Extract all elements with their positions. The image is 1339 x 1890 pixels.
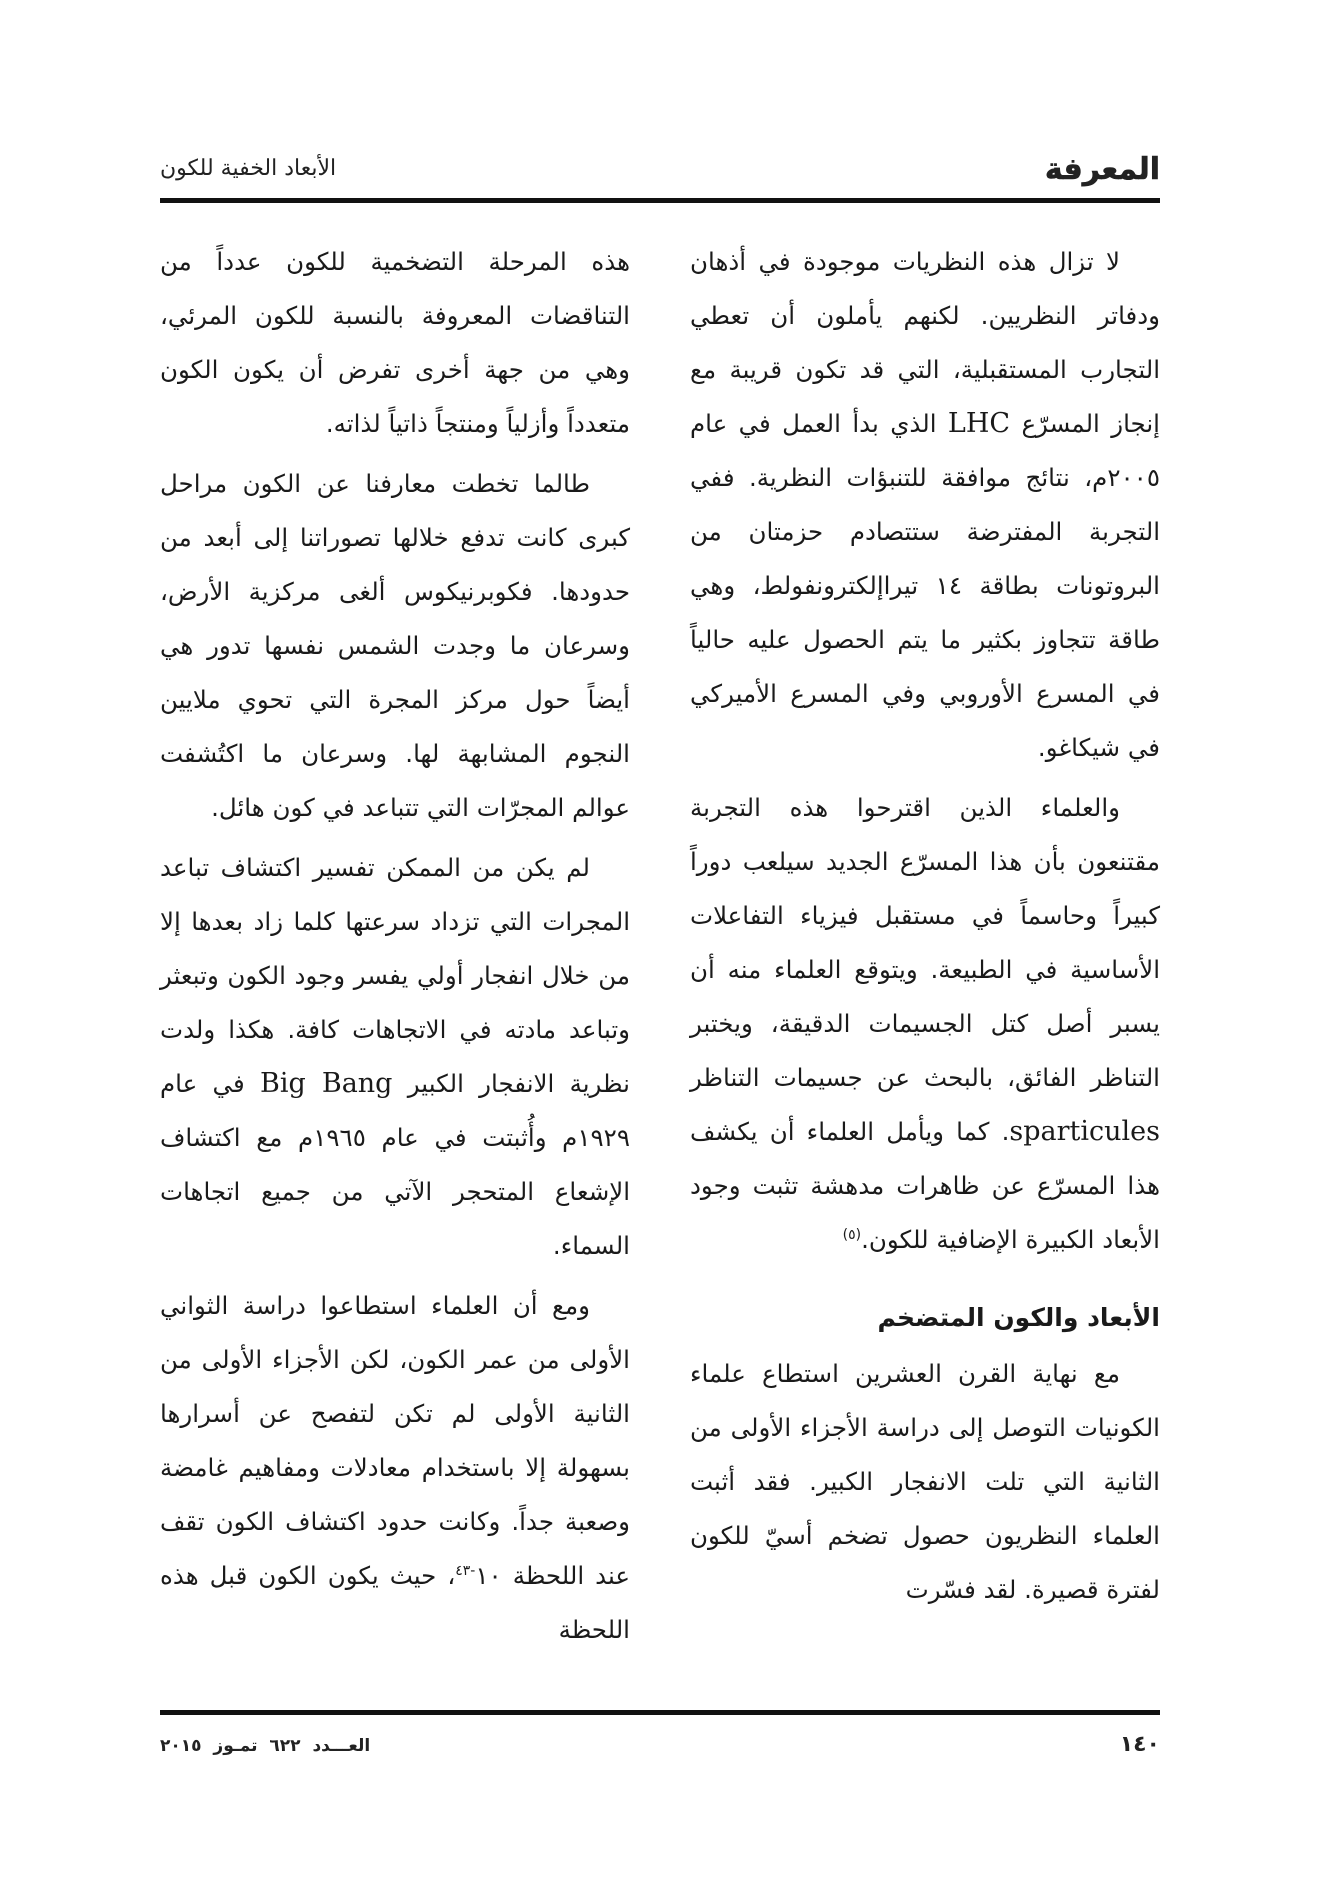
right-column	[690, 235, 1160, 1623]
paragraph: لم يكن من الممكن تفسير اكتشاف تباعد المجرات التي تزداد سرعتها كلما زاد بعدها إلا من خلال انفجار أولي يفسر وجود الكون وتبعثر وتباعد مادته في الاتجاهات كافة. هكذا ولدت نظرية الانفجار الكبير Big Bang في عام ١٩٢٩م وأُثبتت في عام ١٩٦٥م مع اكتشاف الإشعاع المتحجر الآتي من جميع اتجاهات السماء.	[160, 853, 630, 1260]
paragraph: والعلماء الذين اقترحوا هذه التجربة مقتنعون بأن هذا المسرّع الجديد سيلعب دوراً كبيراً وحاسماً في مستقبل فيزياء التفاعلات الأساسية في الطبيعة. ويتوقع العلماء منه أن يسبر أصل كتل الجسيمات الدقيقة، ويختبر التناظر الفائق، بالبحث عن جسيمات التناظر sparticules. كما ويأمل العلماء أن يكشف هذا المسرّع عن ظاهرات مدهشة تثبت وجود الأبعاد الكبيرة الإضافية للكون.$^{(٥)}$	[690, 793, 1160, 1254]
magazine-logo: المعرفة	[1044, 152, 1160, 187]
paragraph: لا تزال هذه النظريات موجودة في أذهان ودفاتر النظريين. لكنهم يأملون أن تعطي التجارب المستقبلية، التي قد تكون قريبة مع إنجاز المسرّع LHC الذي بدأ العمل في عام ٢٠٠٥م، نتائج موافقة للتنبؤات النظرية. ففي التجربة المفترضة ستتصادم حزمتان من البروتونات بطاقة ١٤ تيراإلكترونفولط، وهي طاقة تتجاوز بكثير ما يتم الحصول عليه حالياً في المسرع الأوروبي وفي المسرع الأميركي في شيكاغو.	[690, 247, 1160, 762]
footer-rule	[160, 1710, 1160, 1715]
running-title: الأبعاد الخفية للكون	[160, 156, 337, 181]
paragraph: ومع أن العلماء استطاعوا دراسة الثواني الأولى من عمر الكون، لكن الأجزاء الأولى من الثانية الأولى لم تكن لتفصح عن أسرارها بسهولة إلا باستخدام معادلات ومفاهيم غامضة وصعبة جداً. وكانت حدود اكتشاف الكون تقف عند اللحظة ١٠$^{-٤٣}$، حيث يكون الكون قبل هذه اللحظة	[160, 1291, 630, 1644]
page-header	[160, 140, 1160, 203]
left-column	[160, 235, 630, 1663]
paragraph: مع نهاية القرن العشرين استطاع علماء الكونيات التوصل إلى دراسة الأجزاء الأولى من الثانية التي تلت الانفجار الكبير. فقد أثبت العلماء النظريون حصول تضخم أسيّ للكون لفترة قصيرة. لقد فسّرت	[690, 1359, 1160, 1604]
paragraph: هذه المرحلة التضخمية للكون عدداً من التناقضات المعروفة بالنسبة للكون المرئي، وهي من جهة أخرى تفرض أن يكون الكون متعدداً وأزلياً ومنتجاً ذاتياً لذاته.	[160, 247, 630, 438]
document-page	[160, 140, 1160, 1800]
issue-info: العـــدد ٦٢٢ تمـوز ٢٠١٥	[160, 1736, 371, 1756]
page-number: ١٤٠	[1119, 1732, 1160, 1757]
footnote-reference: (٥)	[842, 1226, 862, 1243]
latin-term: Big Bang	[260, 1068, 393, 1099]
section-heading: الأبعاد والكون المتضخم	[877, 1303, 1160, 1332]
latin-term: LHC	[947, 408, 1011, 439]
exponent: -٤٣	[455, 1562, 476, 1579]
paragraph: طالما تخطت معارفنا عن الكون مراحل كبرى كانت تدفع خلالها تصوراتنا إلى أبعد من حدودها. فكوبرنيكوس ألغى مركزية الأرض، وسرعان ما وجدت الشمس نفسها تدور هي أيضاً حول مركز المجرة التي تحوي ملايين النجوم المشابهة لها. وسرعان ما اكتُشفت عوالم المجرّات التي تتباعد في كون هائل.	[160, 469, 630, 822]
latin-term: sparticules	[1009, 1116, 1160, 1147]
